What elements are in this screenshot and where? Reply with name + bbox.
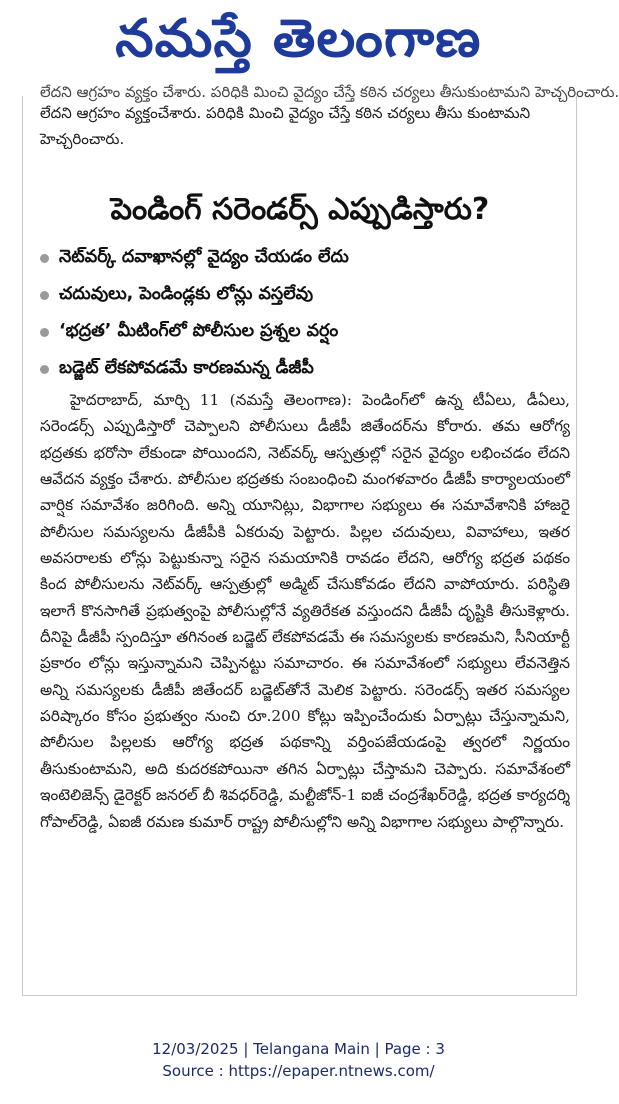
highlight-item <box>40 277 570 314</box>
article-body <box>40 387 570 835</box>
article-paragraph: హైదరాబాద్, మార్చి 11 (నమస్తే తెలంగాణ): పెండింగ్‌లో ఉన్న టీఏలు, డీఏలు, సరెండర్స్ ఎప్పుడిస్తారో చెప్పాలని పోలీసులు డీజీపీ జితేందర్‌ను కోరారు. తమ ఆరోగ్య భద్రతకు భరోసా లేకుండా పోయిందని, నెట్‌వర్క్ ఆస్పత్రుల్లో సరైన వైద్యం లభించడం లేదని ఆవేదన వ్యక్తం చేశారు. పోలీసుల భద్రతకు సంబంధించి మంగళవారం డీజీపీ కార్యాలయంలో వార్షిక సమావేశం జరిగింది. అన్ని యూనిట్లు, విభాగాల సభ్యులు ఈ సమావేశానికి హాజరై పోలీసుల సమస్యలను డీజీపీకి ఏకరువు పెట్టారు. పిల్లల చదువులు, వివాహాలు, ఇతర అవసరాలకు లోన్లు పెట్టుకున్నా సరైన సమయానికి రావడం లేదని, ఆరోగ్య భద్రత పథకం కింద పోలీసులను నెట్‌వర్క్ ఆస్పత్రుల్లో అడ్మిట్ చేసుకోవడం లేదని వాపోయారు. పరిస్థితి ఇలాగే కొనసాగితే ప్రభుత్వంపై పోలీసుల్లోనే వ్యతిరేకత వస్తుందని డీజీపీ దృష్టికి తీసుకెళ్లారు. దీనిపై డీజీపీ స్పందిస్తూ తగినంత బడ్జెట్ లేకపోవడమే ఈ సమస్యలకు కారణమని, సీనియార్టీ ప్రకారం లోన్లు ఇస్తున్నామని చెప్పినట్టు సమాచారం. ఈ సమావేశంలో సభ్యులు లేవనెత్తిన అన్ని సమస్యలకు డీజీపీ జితేందర్ బడ్జెట్‌తోనే మెలిక పెట్టారు. సరెండర్స్ ఇతర సమస్యల పరిష్కారం కోసం ప్రభుత్వం నుంచి రూ.200 కోట్లు ఇప్పించేందుకు ఏర్పాట్లు చేస్తున్నామని, పోలీసుల పిల్లలకు ఆరోగ్య భద్రత పథకాన్ని వర్తింపజేయడంపై త్వరలో నిర్ణయం తీసుకుంటామని, అది కుదరకపోయినా తగిన ఏర్పాట్లు చేస్తామని చెప్పారు. సమావేశంలో ఇంటెలిజెన్స్ డైరెక్టర్ జనరల్ బీ శివధర్‌రెడ్డి, మల్టీజోన్-1 ఐజీ చంద్రశేఖర్‌రెడ్డి, భద్రత కార్యదర్శి గోపాల్‌రెడ్డి, ఏఐజీ రమణ కుమార్ రాష్ట్ర పోలీసుల్లోని అన్ని విభాగాల సభ్యులు పాల్గొన్నారు. <box>40 391 570 831</box>
clipped-line: లేదని ఆగ్రహం వ్యక్తం చేశారు. పరిధికి మించి వైద్యం చేస్తే కఠిన చర్యలు తీసుకుంటామని హెచ్చరించారు. <box>40 83 619 101</box>
highlight-text: ‘భద్రత’ మీటింగ్‌లో పోలీసుల ప్రశ్నల వర్షం <box>59 320 339 341</box>
highlight-text: నెట్‌వర్క్ దవాఖానల్లో వైద్యం చేయడం లేదు <box>59 246 349 267</box>
highlight-item <box>40 314 570 351</box>
highlight-text: బడ్జెట్ లేకపోవడమే కారణమన్న డీజీపీ <box>59 357 314 378</box>
article-headline: పెండింగ్ సరెండర్స్ ఎప్పుడిస్తారు? <box>110 192 490 227</box>
masthead <box>0 0 597 80</box>
footer <box>0 1038 597 1082</box>
bullet-icon <box>40 328 49 337</box>
footer-date-edition: 12/03/2025 | Telangana Main | Page : 3 <box>152 1040 445 1058</box>
highlight-text: చదువులు, పెండిండ్లకు లోన్లు వస్తలేవు <box>59 283 314 304</box>
highlight-item <box>40 351 570 388</box>
highlight-item <box>40 240 570 277</box>
highlights-list <box>40 240 570 388</box>
bullet-icon <box>40 291 49 300</box>
article-intro: లేదని ఆగ్రహం వ్యక్తంచేశారు. పరిధికి మించి వైద్యం చేస్తే కఠిన చర్యలు తీసు కుంటామని హెచ్చరించారు. <box>40 104 531 148</box>
footer-source-link[interactable]: Source : https://epaper.ntnews.com/ <box>162 1062 435 1080</box>
bullet-icon <box>40 254 49 263</box>
masthead-logo: నమస్తే తెలంగాణ <box>115 9 482 69</box>
bullet-icon <box>40 365 49 374</box>
